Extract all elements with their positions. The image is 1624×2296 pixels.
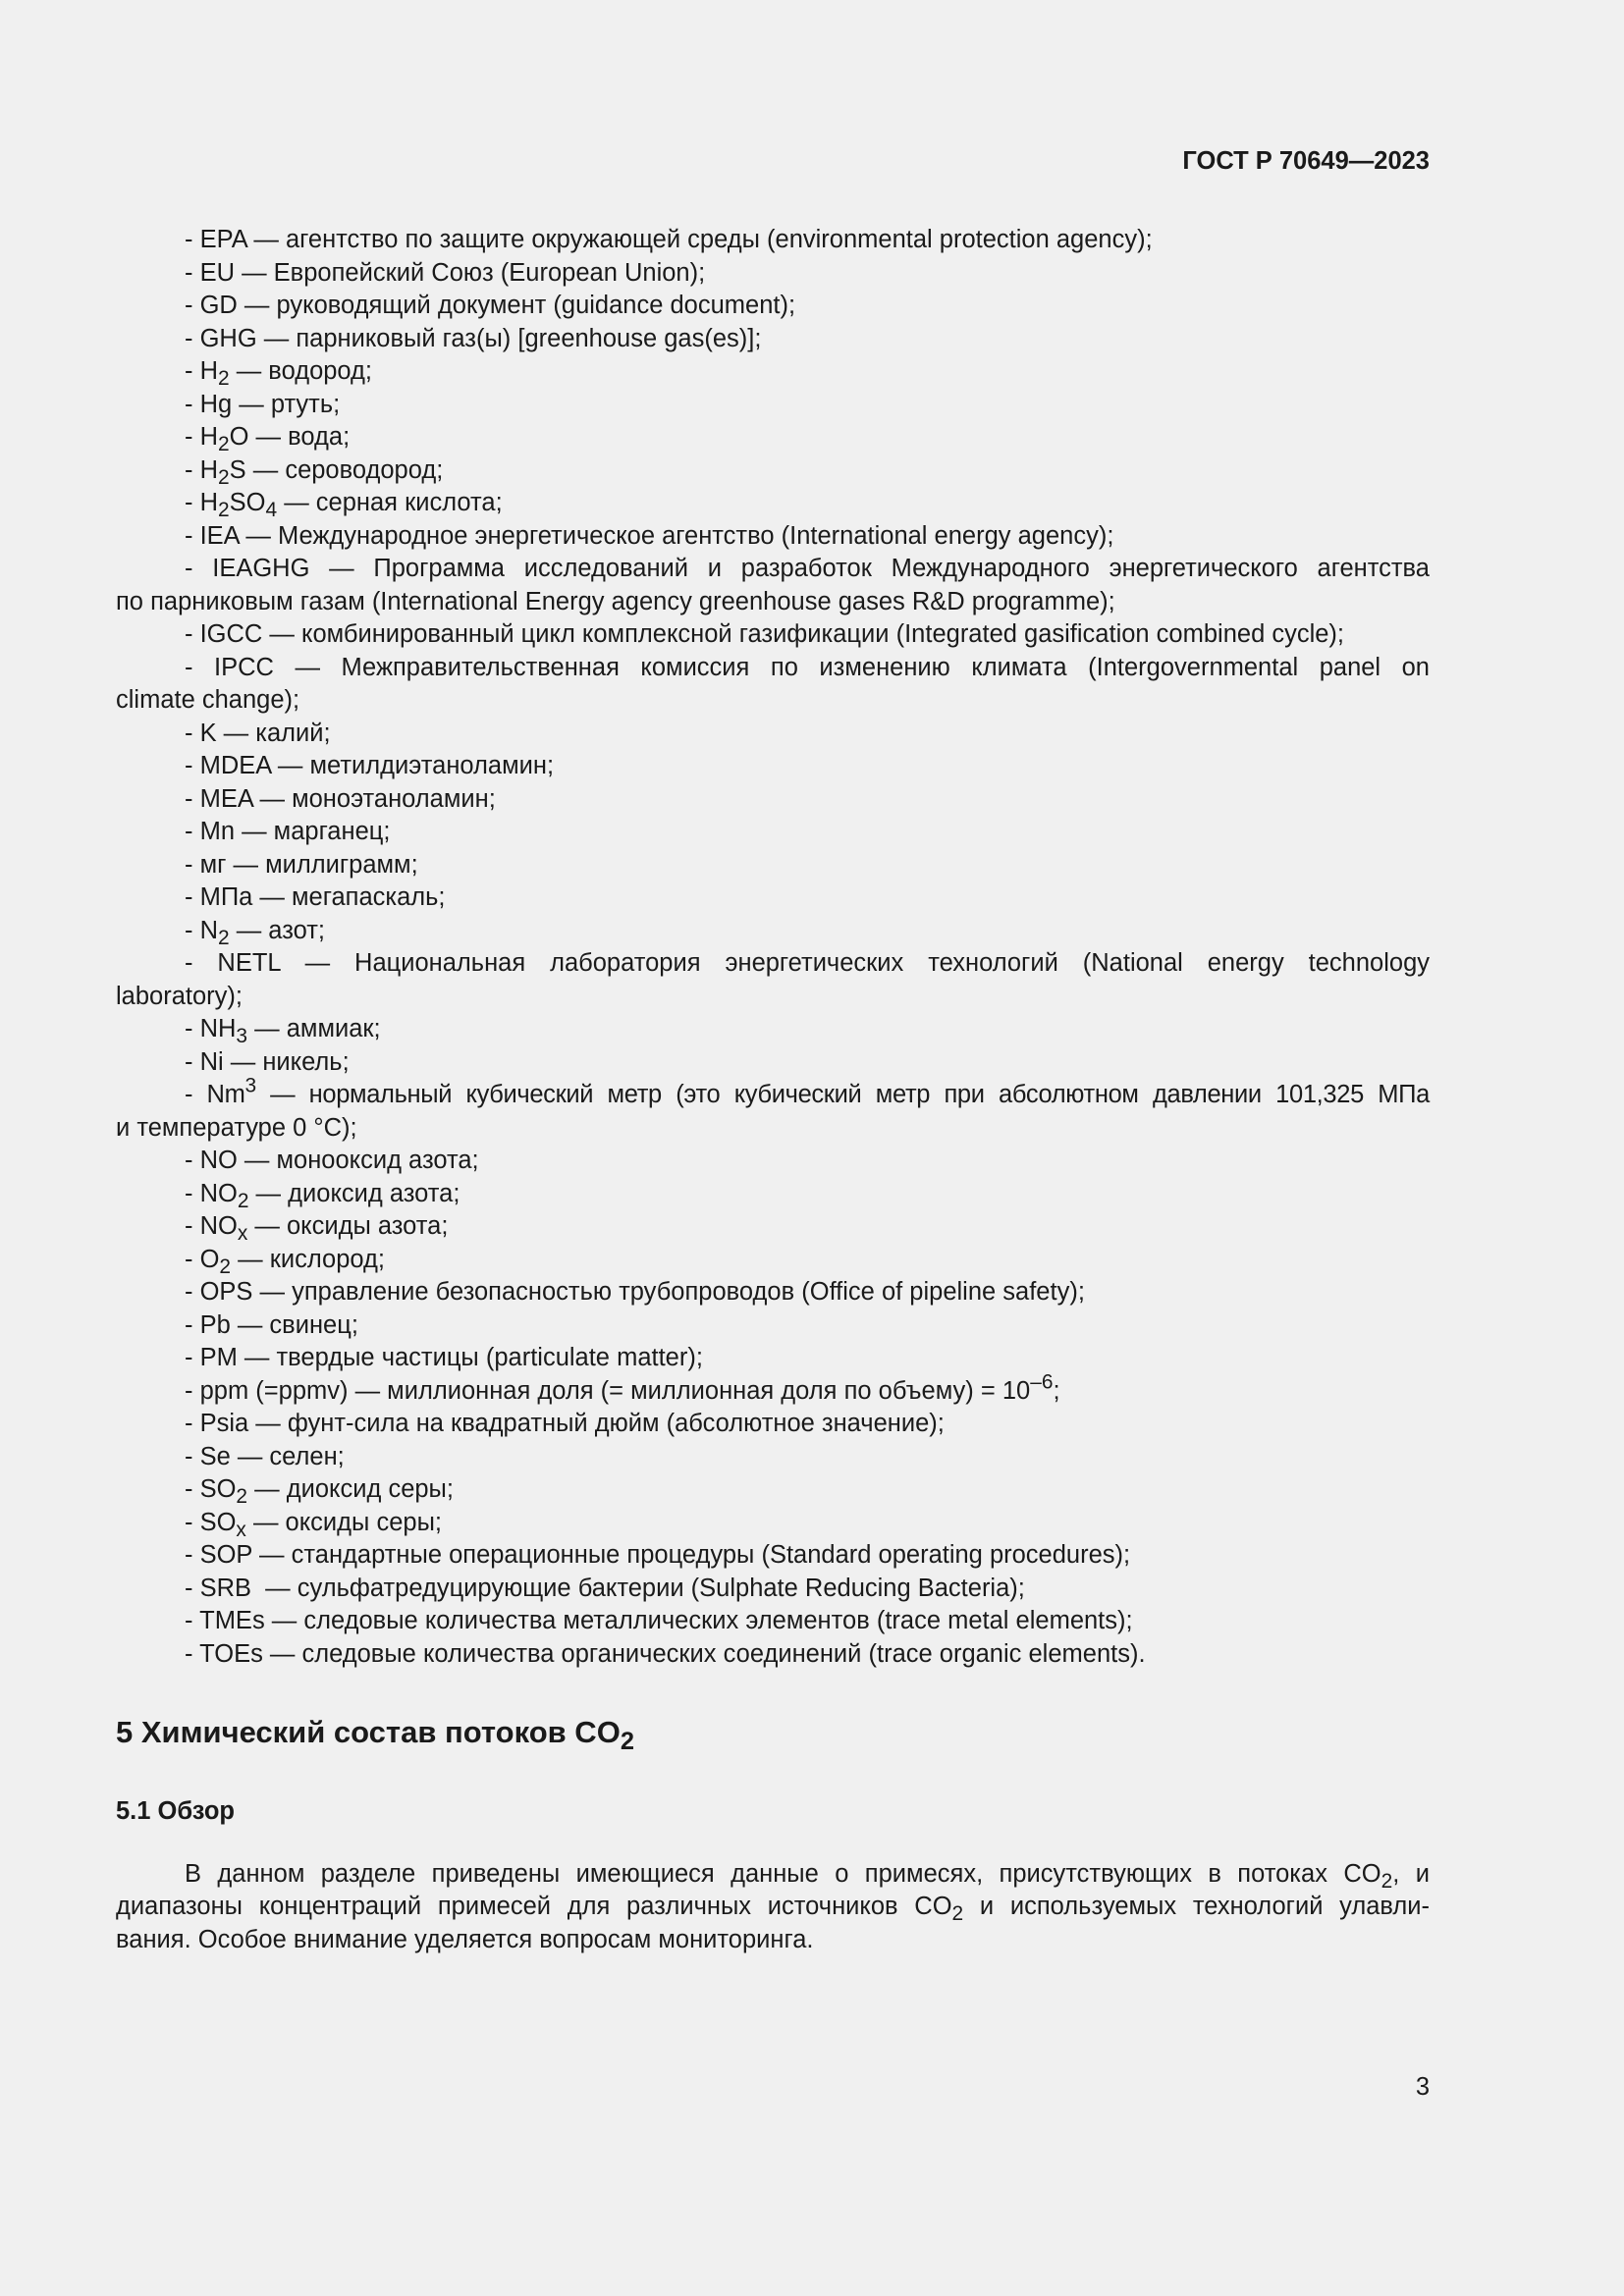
section-5-title-subscript: 2 xyxy=(620,1728,634,1756)
abbr-so2-subscript: 2 xyxy=(236,1484,248,1508)
abbr-sop: - SOP — стандартные операционные процедуры (Standard operating procedures); xyxy=(185,1541,1131,1569)
section-5-1-title: 5.1 Обзор xyxy=(116,1797,235,1825)
abbr-ops: - OPS — управление безопасностью трубопроводов (Office of pipeline safety); xyxy=(185,1278,1085,1306)
abbr-epa: - EPA — агентство по защите окружающей среды (environmental protection agency); xyxy=(185,226,1153,253)
abbr-h2-subscript: 2 xyxy=(218,366,230,390)
section-5-title-text: 5 Химический состав потоков CO xyxy=(116,1715,621,1749)
abbr-gd: - GD — руководящий документ (guidance document); xyxy=(185,292,796,319)
abbr-nox xyxy=(116,1210,1430,1244)
document-id: ГОСТ Р 70649—2023 xyxy=(1182,147,1430,175)
paragraph-line-3: вания. Особое внимание уделяется вопросам мониторинга. xyxy=(116,1925,814,1953)
abbr-ghg: - GHG — парниковый газ(ы) [greenhouse gas(es)]; xyxy=(185,324,762,352)
abbr-h2o-text: - H xyxy=(185,423,218,451)
abbr-n2 xyxy=(116,915,1430,948)
abbr-no: - NO — монооксид азота; xyxy=(185,1147,479,1174)
abbr-eu: - EU — Европейский Союз (European Union); xyxy=(185,258,706,287)
abbr-toes: - TOEs — следовые количества органических соединений (trace organic elements). xyxy=(185,1639,1146,1668)
abbr-netl-line-1: - NETL — Национальная лаборатория энергетических технологий (National energy technology xyxy=(185,949,1430,977)
abbr-n2-definition: — азот; xyxy=(229,916,325,944)
abbr-sox-text: - SO xyxy=(185,1508,237,1536)
paragraph-line-2-text: диапазоны концентраций примесей для различных источников CO xyxy=(116,1893,952,1920)
abbr-nm3-line-2: и температуре 0 °C); xyxy=(116,1113,357,1142)
abbr-mg: - мг — миллиграмм; xyxy=(185,850,418,879)
abbr-no2-definition: — диоксид азота; xyxy=(248,1179,460,1207)
abbr-h2 xyxy=(116,355,1430,389)
paragraph-line-1-end: , и xyxy=(1392,1859,1430,1888)
abbr-sox-subscript: x xyxy=(236,1518,246,1541)
paragraph-line-1-text: В данном разделе приведены имеющиеся данные о примесях, присутствующих в потоках CO xyxy=(185,1859,1381,1888)
abbr-o2-definition: — кислород; xyxy=(231,1245,385,1273)
abbr-netl-line-2: laboratory); xyxy=(116,982,243,1010)
abbr-mdea: - MDEA — метилдиэтаноламин; xyxy=(185,752,555,779)
abbr-n2-subscript: 2 xyxy=(218,926,230,949)
abbr-k: - K — калий; xyxy=(185,719,331,747)
abbr-o2-text: - O xyxy=(185,1245,220,1273)
abbr-nh3 xyxy=(116,1013,1430,1046)
abbr-iea: - IEA — Международное энергетическое агентство (International energy agency); xyxy=(185,521,1114,550)
abbr-o2-subscript: 2 xyxy=(219,1255,232,1278)
abbr-psia: - Psia — фунт-сила на квадратный дюйм (абсолютное значение); xyxy=(185,1410,945,1437)
abbr-h2o-definition: O — вода; xyxy=(229,423,351,451)
abbr-so2-text: - SO xyxy=(185,1475,237,1503)
abbr-mea: - MEA — моноэтаноламин; xyxy=(185,784,496,813)
abbr-h2so4-subscript-2: 4 xyxy=(265,498,278,521)
abbr-h2s-text: - H xyxy=(185,455,218,484)
abbr-ipcc xyxy=(116,652,1430,718)
abbr-h2-definition: — водород; xyxy=(229,357,373,385)
page-content xyxy=(116,224,1430,1956)
abbr-ipcc-line-2: climate change); xyxy=(116,686,300,714)
abbr-h2-text: - H xyxy=(185,357,218,385)
abbr-h2o xyxy=(116,421,1430,454)
abbr-nh3-text: - NH xyxy=(185,1015,237,1042)
abbr-h2so4-subscript-1: 2 xyxy=(218,498,230,521)
abbr-pm: - PM — твердые частицы (particulate matter); xyxy=(185,1344,703,1371)
abbr-ieaghg-line-2: по парниковым газам (International Energy agency greenhouse gases R&D programme); xyxy=(116,587,1115,615)
abbr-nh3-definition: — аммиак; xyxy=(247,1015,381,1042)
paragraph-line-2-subscript: 2 xyxy=(951,1901,964,1925)
abbr-nox-text: - NO xyxy=(185,1212,238,1240)
abbr-tmes: - TMEs — следовые количества металлических элементов (trace metal elements); xyxy=(185,1607,1133,1634)
abbr-no2 xyxy=(116,1178,1430,1211)
abbr-nh3-subscript: 3 xyxy=(236,1024,248,1047)
abbr-no2-subscript: 2 xyxy=(237,1189,249,1212)
abbr-netl xyxy=(116,947,1430,1013)
section-5-title xyxy=(116,1713,1430,1756)
abbr-h2so4-text: - H xyxy=(185,489,218,516)
abbr-ppm-end: ; xyxy=(1053,1376,1060,1405)
abbr-sox xyxy=(116,1507,1430,1540)
abbr-n2-text: - N xyxy=(185,916,218,944)
abbr-pb: - Pb — свинец; xyxy=(185,1310,358,1339)
abbr-no2-text: - NO xyxy=(185,1179,238,1207)
abbr-nox-definition: — оксиды азота; xyxy=(247,1212,449,1240)
abbr-mpa: - МПа — мегапаскаль; xyxy=(185,883,446,911)
paragraph-line-2-end: и используемых технологий улавли- xyxy=(963,1893,1430,1920)
abbr-h2so4-definition: — серная кислота; xyxy=(277,489,503,516)
abbr-ppm xyxy=(116,1370,1430,1409)
abbr-o2 xyxy=(116,1244,1430,1277)
page-number: 3 xyxy=(1415,2073,1430,2101)
abbr-nm3-superscript: 3 xyxy=(244,1074,256,1097)
abbr-h2o-subscript: 2 xyxy=(218,432,230,455)
paragraph-line-1 xyxy=(116,1858,1430,1892)
abbr-ppm-superscript: –6 xyxy=(1030,1370,1054,1394)
abbr-nox-subscript: x xyxy=(237,1221,248,1245)
abbr-srb: - SRB — сульфатредуцирующие бактерии (Sulphate Reducing Bacteria); xyxy=(185,1574,1025,1602)
abbr-nm3-text: - Nm xyxy=(185,1081,245,1108)
abbr-nm3 xyxy=(116,1074,1430,1145)
abbr-nm3-line-1 xyxy=(116,1074,1430,1112)
paragraph-line-2 xyxy=(116,1891,1430,1924)
abbr-so2-definition: — диоксид серы; xyxy=(247,1475,454,1503)
abbr-h2s-definition: S — сероводород; xyxy=(229,455,444,484)
section-5-1-paragraph xyxy=(116,1858,1430,1957)
abbr-sox-definition: — оксиды серы; xyxy=(245,1508,442,1536)
paragraph-line-1-subscript: 2 xyxy=(1380,1869,1393,1893)
abbr-ipcc-line-1: - IPCC — Межправительственная комиссия по изменению климата (Intergovernmental panel on xyxy=(185,653,1430,681)
abbr-mn: - Mn — марганец; xyxy=(185,818,391,845)
abbr-ieaghg-line-1: - IEAGHG — Программа исследований и разработок Международного энергетического агентства xyxy=(185,555,1430,582)
abbr-h2s-subscript: 2 xyxy=(218,465,230,489)
abbr-so2 xyxy=(116,1473,1430,1507)
abbr-h2so4 xyxy=(116,487,1430,520)
abbr-h2so4-mid: SO xyxy=(229,489,266,516)
abbr-nm3-definition: — нормальный кубический метр (это кубический метр при абсолютном давлении 101,325 МПа xyxy=(255,1081,1430,1108)
abbr-ieaghg xyxy=(116,553,1430,618)
abbr-h2s xyxy=(116,454,1430,488)
abbr-ni: - Ni — никель; xyxy=(185,1047,350,1076)
abbr-se: - Se — селен; xyxy=(185,1442,345,1470)
abbr-igcc: - IGCC — комбинированный цикл комплексной газификации (Integrated gasification combined cycle); xyxy=(185,620,1345,648)
abbr-hg: - Hg — ртуть; xyxy=(185,390,341,418)
abbr-ppm-text: - ppm (=ppmv) — миллионная доля (= миллионная доля по объему) = 10 xyxy=(185,1376,1031,1405)
